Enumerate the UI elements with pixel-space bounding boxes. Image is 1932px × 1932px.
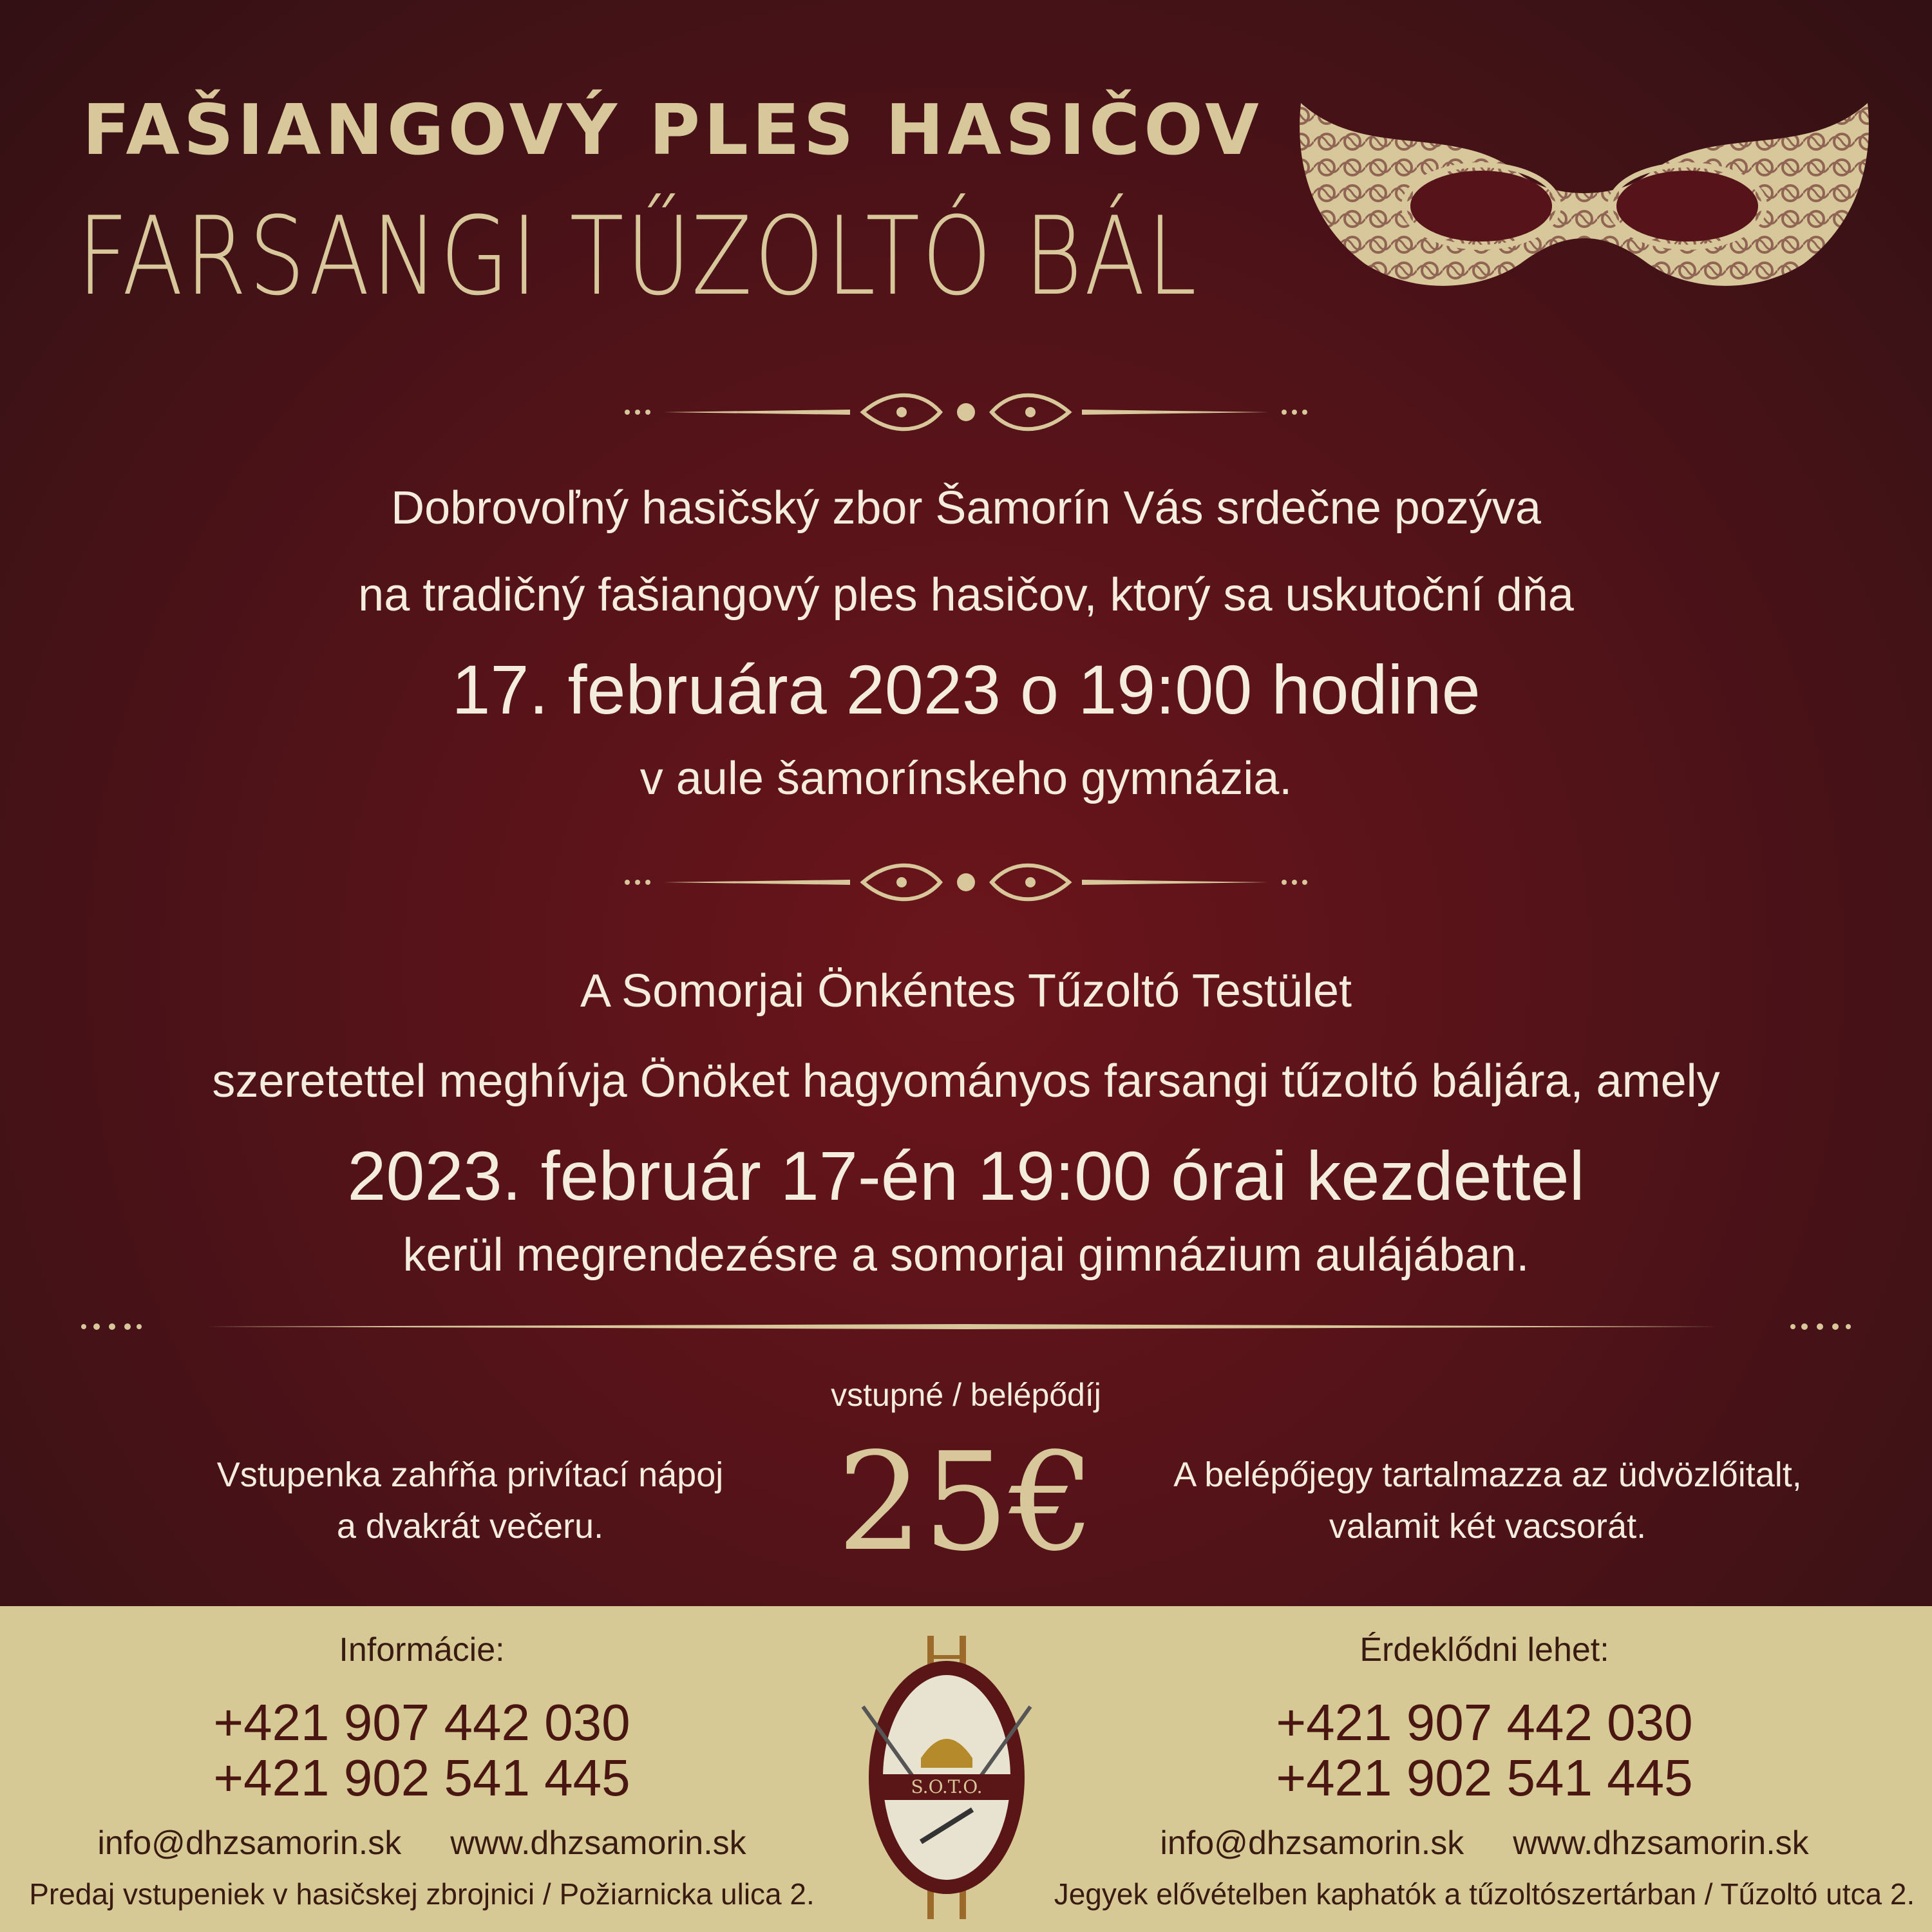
email-link[interactable]: info@dhzsamorin.sk xyxy=(97,1824,402,1862)
wide-divider-line xyxy=(77,1314,1855,1340)
invite-hu-line-2: szeretettel meghívja Önöket hagyományos farsangi tűzoltó báljára, amely xyxy=(212,1056,1720,1107)
ornament-divider-icon xyxy=(618,386,1314,438)
website-link[interactable]: www.dhzsamorin.sk xyxy=(450,1824,746,1862)
title-slovak: FAŠIANGOVÝ PLES HASIČOV xyxy=(82,90,1263,171)
phone-number-1[interactable]: +421 907 442 030 xyxy=(1276,1694,1693,1751)
footer xyxy=(0,1606,1932,1932)
ticket-sales-info-hu: Jegyek elővételben kaphatók a tűzoltószertárban / Tűzoltó utca 2. xyxy=(1054,1877,1915,1911)
phone-number-2[interactable]: +421 902 541 445 xyxy=(213,1749,630,1806)
invite-sk-line-2: na tradičný fašiangový ples hasičov, ktorý sa uskutoční dňa xyxy=(358,569,1574,621)
fee-note-hu-line-1: A belépőjegy tartalmazza az üdvözlőitalt, xyxy=(1173,1455,1802,1494)
invite-hu-venue: kerül megrendezésre a somorjai gimnázium aulájában. xyxy=(402,1229,1530,1281)
fee-note-sk xyxy=(180,1449,760,1552)
invite-sk-venue: v aule šamorínskeho gymnázia. xyxy=(639,753,1293,804)
footer-heading-sk: Informácie: xyxy=(339,1631,505,1669)
event-date-sk: 17. februára 2023 o 19:00 hodine xyxy=(451,650,1481,728)
invite-sk-line-1: Dobrovoľný hasičský zbor Šamorín Vás srdečne pozýva xyxy=(391,482,1541,534)
event-date-hu: 2023. február 17-én 19:00 órai kezdettel xyxy=(347,1137,1585,1215)
phone-number-1[interactable]: +421 907 442 030 xyxy=(213,1694,630,1751)
footer-heading-hu: Érdeklődni lehet: xyxy=(1359,1631,1609,1669)
contact-links xyxy=(19,1824,824,1862)
title-hungarian: FARSANGI TŰZOLTÓ BÁL xyxy=(77,193,1199,319)
ornament-divider-icon xyxy=(618,857,1314,908)
fee-note-sk-line-2: a dvakrát večeru. xyxy=(336,1507,604,1546)
ticket-price: 25€ xyxy=(837,1423,1095,1581)
fee-note-hu xyxy=(1140,1449,1835,1552)
footer-contact-hu xyxy=(1050,1606,1919,1911)
ticket-sales-info-sk: Predaj vstupeniek v hasičskej zbrojnici / Požiarnicka ulica 2. xyxy=(29,1877,815,1911)
website-link[interactable]: www.dhzsamorin.sk xyxy=(1513,1824,1809,1862)
email-link[interactable]: info@dhzsamorin.sk xyxy=(1160,1824,1464,1862)
masquerade-mask-icon xyxy=(1288,77,1880,322)
fee-note-sk-line-1: Vstupenka zahŕňa privítací nápoj xyxy=(216,1455,724,1494)
fee-note-hu-line-2: valamit két vacsorát. xyxy=(1329,1507,1647,1546)
firefighter-emblem-icon xyxy=(850,1629,1043,1926)
phone-number-2[interactable]: +421 902 541 445 xyxy=(1276,1749,1693,1806)
invite-hu-line-1: A Somorjai Önkéntes Tűzoltó Testület xyxy=(580,965,1352,1017)
fee-label: vstupné / belépődíj xyxy=(831,1377,1101,1413)
emblem-text: S.O.T.O. xyxy=(911,1776,983,1797)
footer-contact-sk xyxy=(19,1606,824,1911)
contact-links xyxy=(1050,1824,1919,1862)
